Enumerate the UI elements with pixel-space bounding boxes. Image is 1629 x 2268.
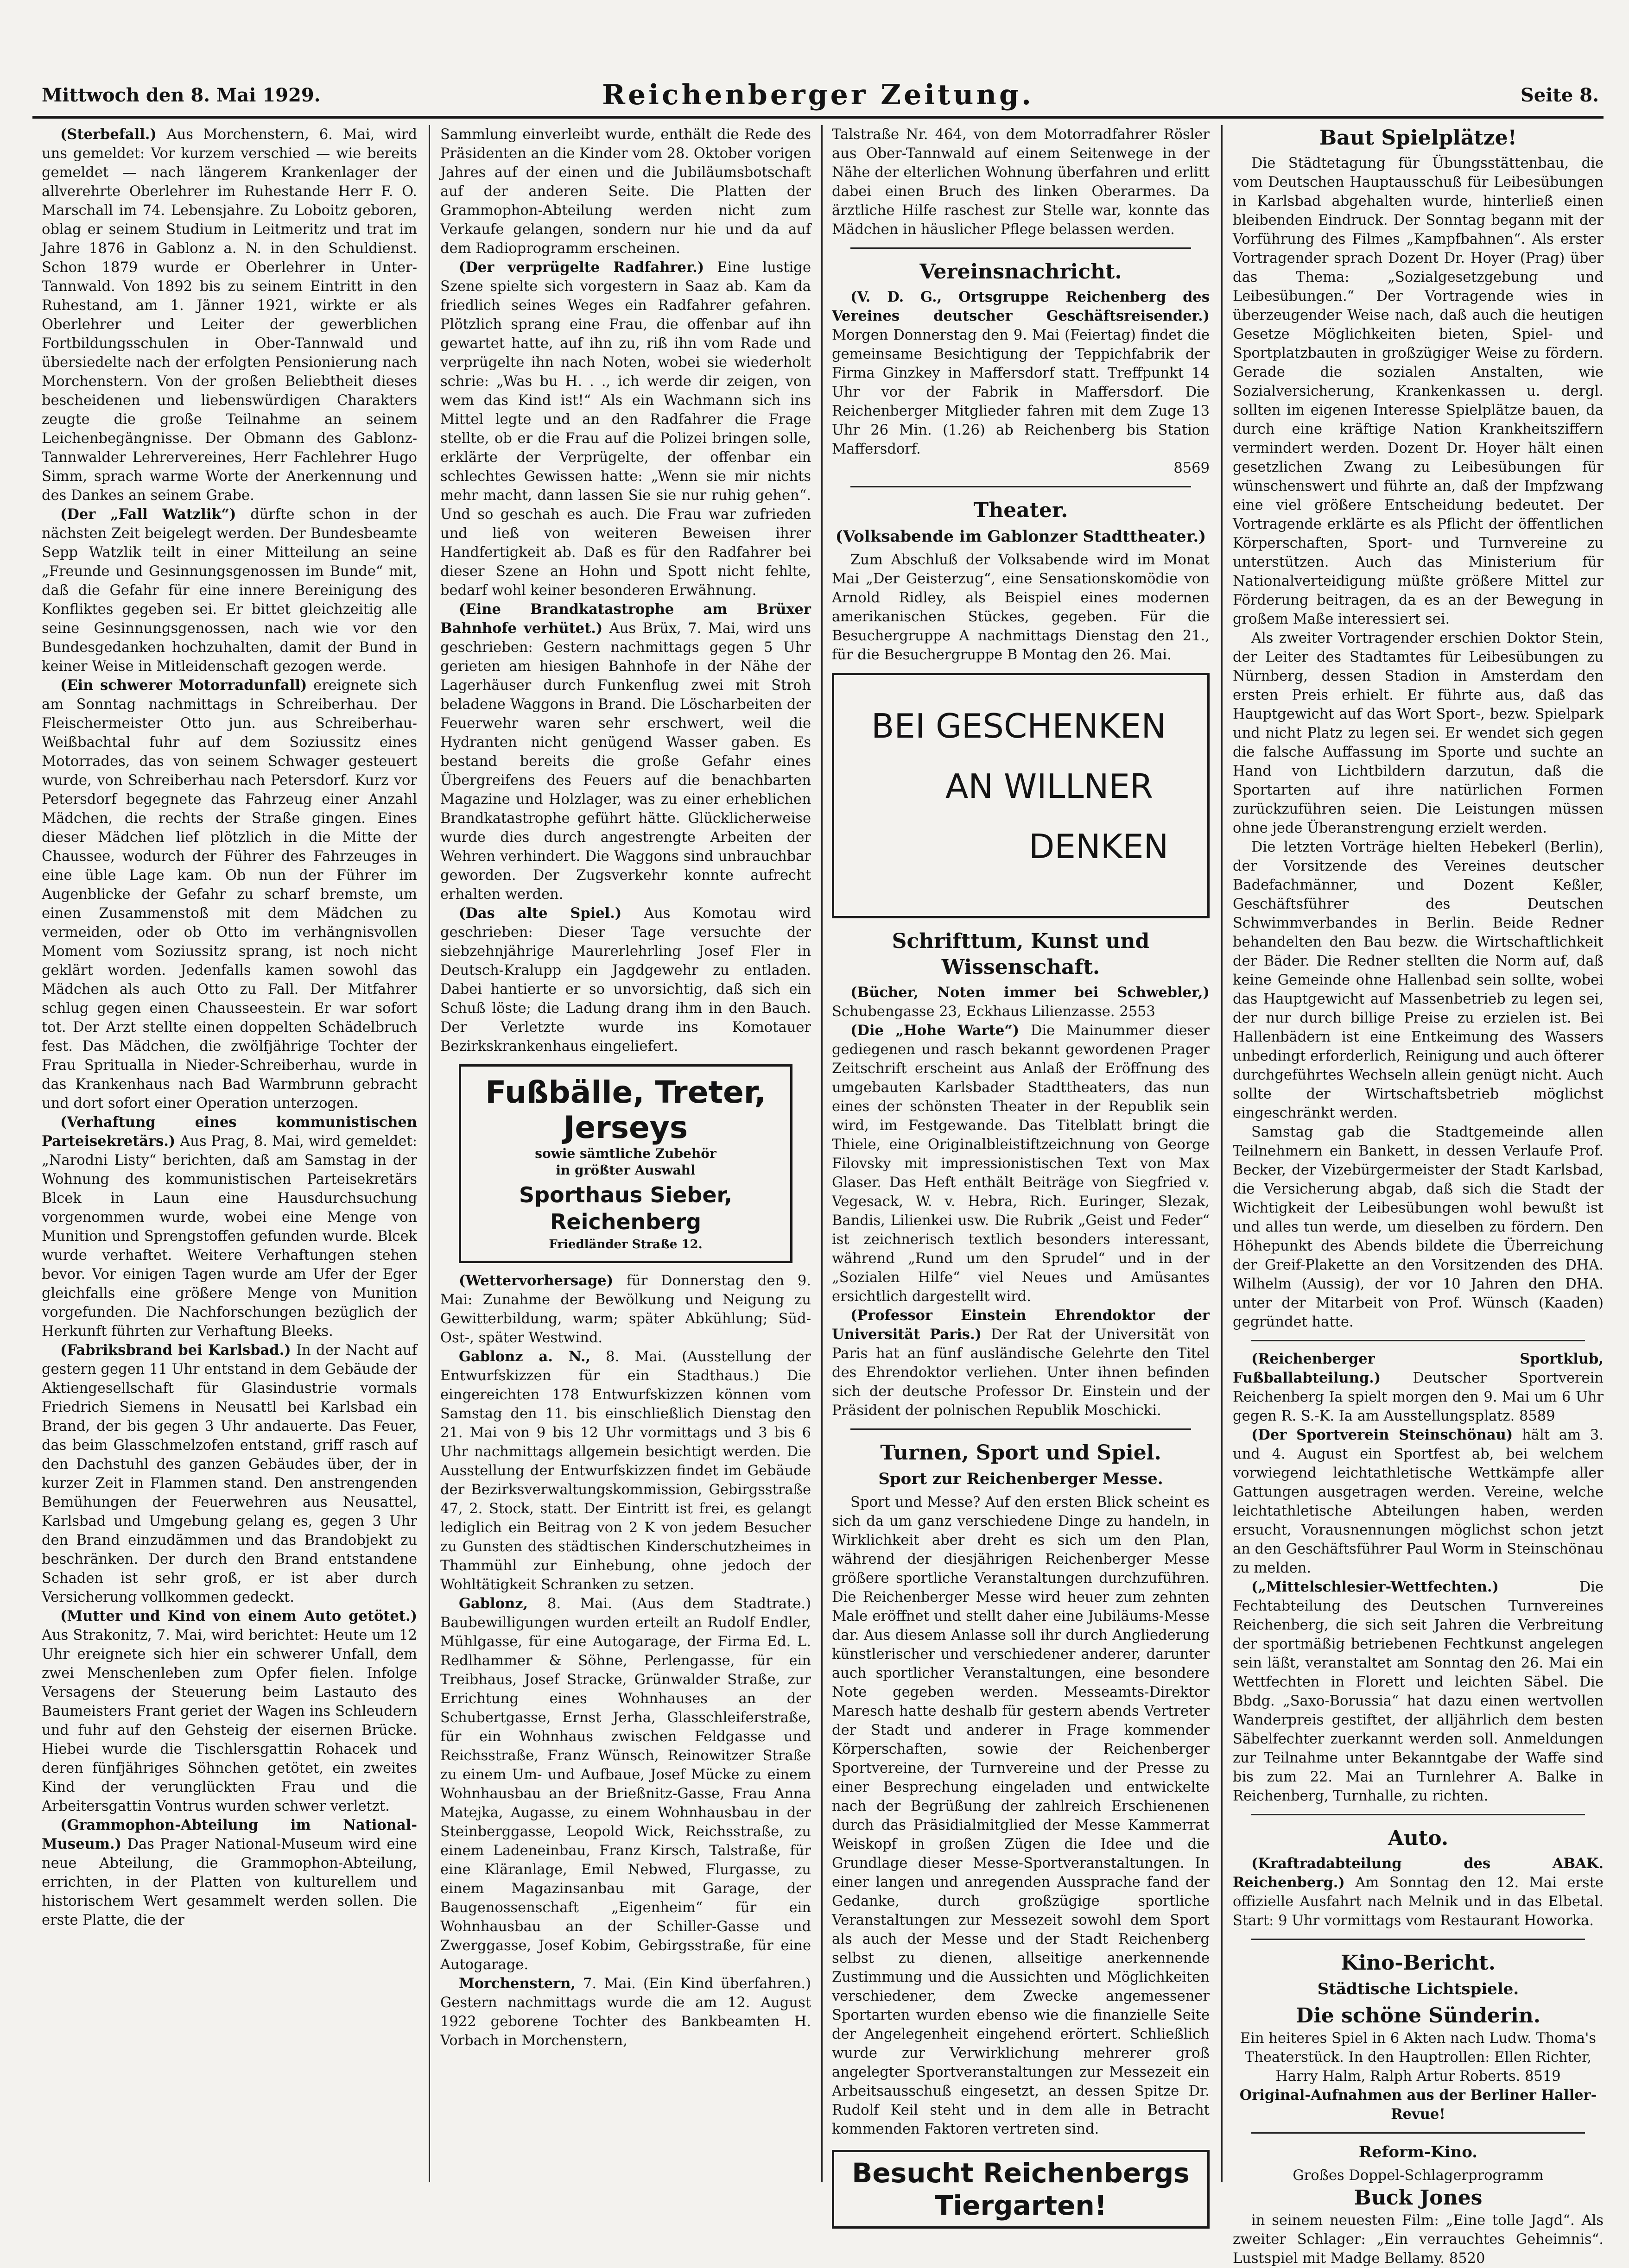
news-item: (Das alte Spiel.) Aus Komotau wird geschrieben: Dieser Tage versuchte der siebzehnjährige Maurerlehrling Josef Fler in Deutsch-Kralupp ein Jagdgewehr zu entladen. Dabei hantierte er so unvorsichtig, daß sich ein Schuß löste; die Ladung drang ihm in den Bauch. Der Verletzte wurde ins Komotauer Bezirkskrankenhaus eingeliefert. — [440, 905, 811, 1055]
advertisement-tiergarten: Besucht Reichenbergs Tiergarten! — [832, 2150, 1210, 2229]
news-item: Gablonz, 8. Mai. (Aus dem Stadtrate.) Baubewilligungen wurden erteilt an Rudolf Endler, Mühlgasse, für eine Autogarage, der Firma Ed. L. Redlhammer & Söhne, Perlengasse, für ein Treibhaus, Josef Stracke, Grünwalder Straße, zur Errichtung eines Wohnhauses an der Schubertgasse, Ernst Jerha, Glasschleiferstraße, für ein Wohnhaus zwischen Feldgasse und Reichsstraße, Franz Wünsch, Reinowitzer Straße zu einem Um- und Aufbaue, Josef Mücke zu einem Wohnhausbau an der Brießnitz-Gasse, Frau Anna Matejka, Augasse, zu einem Wohnhausbau in der Steinberggasse, Leopold Wick, Reichsstraße, zu einem Ladeneinbau, Franz Kirsch, Talstraße, für eine Kläranlage, Emil Nebwed, Flurgasse, zu einem Magazinsanbau mit Garage, der Baugenossenschaft „Eigenheim“ für ein Wohnhausbau an der Schiller-Gasse und Zwerggasse, Josef Kobim, Gebirgsstraße, für eine Autogarage. — [440, 1595, 811, 1973]
news-item: (Der „Fall Watzlik“) dürfte schon in der nächsten Zeit beigelegt werden. Der Bundesbeamte Sepp Watzlik teilt in einer Mitteilung an seine „Freunde und Gesinnungsgenossen im Bunde“ mit, daß die Gefahr für eine innere Bereinigung des Konfliktes gegeben sei. Er bittet gleichzeitig alle seine Gesinnungsgenossen, nach wie vor den Bundesgedanken hochzuhalten, damit der Bund in keiner Weise in Mitleidenschaft gezogen werde. — [42, 506, 418, 675]
news-item: (Reichenberger Sportklub, Fußballabteilung.) Deutscher Sportverein Reichenberg Ia spielt morgen den 9. Mai um 6 Uhr gegen R. S.-K. Ia am Ausstellungsplatz. 8589 — [1233, 1351, 1604, 1424]
news-item: Original-Aufnahmen aus der Berliner Haller-Revue! — [1239, 2087, 1597, 2123]
section-heading: Theater. — [973, 499, 1068, 522]
advertisement-sporthaus — [459, 1064, 792, 1263]
news-item: (Professor Einstein Ehrendoktor der Universität Paris.) Der Rat der Universität von Paris hat an fünf ausländische Gelehrte den Titel des Ehrendoktor verliehen. Unter ihnen befinden sich der deutsche Professor Dr. Einstein und der Präsident der polnischen Republik Moschicki. — [832, 1307, 1210, 1419]
column-divider — [429, 125, 430, 2182]
ad-text: sowie sämtliche Zubehör — [535, 1146, 716, 1161]
section-heading: Turnen, Sport und Spiel. — [880, 1441, 1161, 1465]
section-subheading: Reform-Kino. — [1358, 2143, 1478, 2161]
news-item: Die letzten Vorträge hielten Hebekerl (Berlin), der Vorsitzende des Vereines deutscher Badefachmänner, und Dozent Keßler, Geschäftsführer des Deutschen Schwimmverbandes in Berlin. Beide Redner behandelten den Bau bezw. die Wirtschaftlichkeit der Bäder. Die Redner stellten die Norm auf, daß keine Gemeinde ohne Hallenbad sein sollte, wobei das Hauptgewicht auf Massenbetrieb zu legen sei, der nur durch billige Preise zu erzielen ist. Bei Hallenbädern ist eine Entkeimung des Wassers unbedingt erforderlich, Reinigung und auch öfterer durchgeführtes Wechseln allein genügt nicht. Auch sollte der Wirtschaftsbetrieb möglichst eingeschränkt werden. — [1233, 839, 1604, 1121]
section-divider — [1251, 1939, 1585, 1940]
section-subheading: Sport zur Reichenberger Messe. — [878, 1470, 1163, 1488]
column-1 — [42, 125, 417, 2182]
section-divider — [850, 1428, 1191, 1430]
column-divider — [821, 125, 823, 2182]
news-item: (Die „Hohe Warte“) Die Mainummer dieser gediegenen und rasch bekannt gewordenen Prager Zeitschrift erscheint aus Anlaß der Eröffnung des umgebauten Karlsbader Stadttheaters, das nun eines der schönsten Theater in der Republik sein wird, im Festgewande. Das Titelblatt bringt die Thiele, eine Originalbleistiftzeichnung von George Filovsky mit impressionistischen Text von Max Glaser. Das Heft enthält Beiträge von Siegfried v. Vegesack, W. v. Hebra, Rich. Euringer, Slezak, Bandis, Lilienkei usw. Die Rubrik „Geist und Feder“ ist zeichnerisch textlich besonders interessant, während „Rund um den Sprudel“ und in der „Sozialen Hilfe“ viel Neues und Amüsantes ersichtlich dargestellt wird. — [832, 1022, 1210, 1305]
section-heading: Baut Spielplätze! — [1319, 126, 1517, 150]
film-title: Die schöne Sünderin. — [1295, 2004, 1541, 2028]
news-item: Als zweiter Vortragender erschien Doktor Stein, der Leiter des Stadtamtes für Leibesübungen zu Nürnberg, dessen Stadion in Amsterdam den ersten Preis erhielt. Er führte aus, daß das Hauptgewicht auf das Wort Sport-, bezw. Spielpark und nicht Platz zu legen sei. Er wendet sich gegen die falsche Auffassung im Sporte und suchte an Hand von Lichtbildern darzutun, daß die Sportarten auf ihre natürlichen Formen zurückzuführen seien. Die Leistungen müssen ohne jede Überanstrengung erzielt werden. — [1233, 630, 1604, 836]
section-divider — [850, 486, 1191, 487]
ad-line: DENKEN — [1029, 827, 1169, 866]
section-subheading: Städtische Lichtspiele. — [1317, 1980, 1519, 1998]
ad-number: 8569 — [1173, 460, 1210, 476]
news-item: (Mutter und Kind von einem Auto getötet.) Aus Strakonitz, 7. Mai, wird berichtet: Heute um 12 Uhr ereignete sich hier ein schwerer Unfall, dem zwei Menschenleben zum Opfer fielen. Infolge Versagens der Steuerung beim Lastauto des Baumeisters Frant geriet der Wagen ins Schleudern und fuhr auf den Gehsteig der eisernen Brücke. Hiebei wurde die Tischlersgattin Rohacek und deren fünfjähriges Söhnchen getötet, ein zweites Kind der verunglückten Frau und die Arbeitersgattin Vontrus wurden schwer verletzt. — [42, 1608, 417, 1814]
news-item: (V. D. G., Ortsgruppe Reichenberg des Vereines deutscher Geschäftsreisender.) Morgen Donnerstag den 9. Mai (Feiertag) findet die gemeinsame Besichtigung der Teppichfabrik der Firma Ginzkey in Maffersdorf statt. Treffpunkt 14 Uhr vor der Fabrik in Maffersdorf. Die Reichenberger Mitglieder fahren mit dem Zuge 13 Uhr 26 Min. (1.26) ab Reichenberg bis Station Maffersdorf. — [832, 289, 1210, 457]
news-item: (Eine Brandkatastrophe am Brüxer Bahnhofe verhütet.) Aus Brüx, 7. Mai, wird uns geschrieben: Gestern nachmittags gegen 5 Uhr gerieten am hiesigen Bahnhofe in der Nähe der Lagerhäuser durch Funkenflug zwei mit Stroh beladene Waggons in Brand. Die Löscharbeiten der Feuerwehr waren sehr erschwert, weil die Hydranten nicht genügend Wasser gaben. Es bestand bereits die große Gefahr eines Übergreifens des Feuers auf die benachbarten Magazine und Holzlager, was zu einer erheblichen Brandkatastrophe geführt hätte. Glücklicherweise wurde dies durch angestrengte Arbeiten der Wehren verhindert. Die Waggons sind unbrauchbar geworden. Der Zugsverkehr konnte aufrecht erhalten werden. — [440, 601, 811, 903]
news-item: (Wettervorhersage) für Donnerstag den 9. Mai: Zunahme der Bewölkung und Neigung zu Gewitterbildung, warm; später Abkühlung; Süd-Ost-, später Westwind. — [440, 1272, 811, 1346]
news-item: (Der verprügelte Radfahrer.) Eine lustige Szene spielte sich vorgestern in Saaz ab. Kam da friedlich seines Weges ein Radfahrer gefahren. Plötzlich sprang eine Frau, die offenbar auf ihn gewartet hatte, auf ihn zu, riß ihn vom Rade und verprügelte ihn nach Noten, wobei sie wiederholt schrie: „Was bu H. . ., ich werde dir zeigen, von wem das Kind ist!“ Als ein Wachmann sich ins Mittel legte und an den Radfahrer die Frage stellte, ob er die Frau auf die Polizei bringen solle, erklärte der Verprügelte, der offenbar ein schlechtes Gewissen hatte: „Wenn sie mir nichts mehr macht, dann lassen Sie sie nur ruhig gehen“. Und so geschah es auch. Die Frau war zufrieden und ließ von weiteren Beweisen ihrer Handfertigkeit ab. Daß es für den Radfahrer bei dieser Szene an Hohn und Spott nicht fehlte, bedarf wohl keiner besonderen Erwähnung. — [440, 259, 811, 599]
ad-line: BEI GESCHENKEN — [871, 707, 1166, 745]
news-item: (Bücher, Noten immer bei Schwebler,) Schubengasse 23, Eckhaus Lilienzasse. 2553 — [832, 984, 1210, 1020]
film-star: Buck Jones — [1354, 2186, 1483, 2210]
ad-headline: Fußbälle, Treter, — [485, 1074, 766, 1110]
section-divider — [1251, 1340, 1585, 1341]
newspaper-page — [32, 74, 1604, 2267]
ad-address: Friedländer Straße 12. — [549, 1238, 703, 1251]
news-item: (Kraftradabteilung des ABAK. Reichenberg.) Am Sonntag den 12. Mai erste offizielle Ausfahrt nach Melnik und in das Elbetal. Start: 9 Uhr vormittags vom Restaurant Howorka. — [1233, 1855, 1604, 1929]
newspaper-title: Reichenberger Zeitung. — [602, 79, 1034, 111]
section-subheading: (Volksabende im Gablonzer Stadttheater.) — [835, 527, 1206, 546]
news-item: Ein heiteres Spiel in 6 Akten nach Ludw. Thoma's Theaterstück. In den Hauptrollen: Ellen Richter, Harry Halm, Ralph Artur Roberts. 8519 — [1240, 2030, 1597, 2085]
news-item: Gablonz a. N., 8. Mai. (Ausstellung der Entwurfskizzen für ein Stadthaus.) Die eingereichten 178 Entwurfskizzen können vom Samstag den 11. bis einschließlich Dienstag den 21. Mai von 9 bis 12 Uhr vormittags und 3 bis 6 Uhr nachmittags allgemein besichtigt werden. Die Ausstellung der Entwurfskizzen findet im Gebäude der Bezirksverwaltungskommission, Gebirgsstraße 47, 2. Stock, statt. Der Eintritt ist frei, es gelangt lediglich ein Beitrag von 2 K von jedem Besucher zu Gunsten des städtischen Kinderschutzheimes in Thammühl zur Einhebung, ohne jedoch der Wohltätigkeit Schranken zu setzen. — [440, 1348, 811, 1593]
column-2 — [440, 125, 811, 2182]
news-item: in seinem neuesten Film: „Eine tolle Jagd“. Als zweiter Schlager: „Ein verrauchtes Geheimnis“. Lustspiel mit Madge Bellamy. 8520 — [1233, 2212, 1604, 2267]
news-item: (Sterbefall.) Aus Morchenstern, 6. Mai, wird uns gemeldet: Vor kurzem verschied — wie bereits gemeldet — nach längerem Krankenlager der allverehrte Oberlehrer im Ruhestande Herr F. O. Marschall im 74. Lebensjahre. Zu Loboitz geboren, oblag er seinem Studium in Leitmeritz und trat im Jahre 1876 in Gablonz a. N. in den Schuldienst. Schon 1879 wurde er Oberlehrer in Unter-Tannwald. Von 1892 bis zu seinem Eintritt in den Ruhestand, am 1. Jänner 1921, wirkte er als Oberlehrer und Leiter der gewerblichen Fortbildungsschulen in Ober-Tannwald und übersiedelte nach der erfolgten Pensionierung nach Morchenstern. Von der großen Beliebtheit dieses bescheidenen und liebenswürdigen Charakters zeugte die große Teilnahme an seinem Leichenbegängnisse. Der Obmann des Gablonz-Tannwalder Lehrervereines, Herr Fachlehrer Hugo Simm, sprach warme Worte der Anerkennung und des Dankes an seinem Grabe. — [42, 126, 417, 504]
news-continuation: Talstraße Nr. 464, von dem Motorradfahrer Rösler aus Ober-Tannwald auf einem Seitenwege in der Nähe der elterlichen Wohnung überfahren und erlitt dabei einen Bruch des linken Oberarmes. Da ärztliche Hilfe raschest zur Stelle war, konnte das Mädchen in häuslicher Pflege belassen werden. — [832, 126, 1210, 238]
news-item: („Mittelschlesier-Wettfechten.) Die Fechtabteilung des Deutschen Turnvereines Reichenberg, die sich seit Jahren die Verbreitung der sportmäßig betriebenen Fechtkunst angelegen sein läßt, veranstaltet am Sonntag den 26. Mai ein Wettfechten in Florett und leichten Säbel. Die Bbdg. „Saxo-Borussia“ hat dazu einen wertvollen Wanderpreis gestiftet, der alljährlich dem besten Säbelfechter zuerkannt werden soll. Anmeldungen zur Teilnahme unter Bekanntgabe der Waffe sind bis zum 22. Mai an Turnlehrer A. Balke in Reichenberg, Turnhalle, zu richten. — [1233, 1579, 1604, 1804]
page-number: Seite 8. — [1520, 84, 1599, 106]
ad-text: in größter Auswahl — [556, 1162, 696, 1178]
section-divider — [1251, 1814, 1585, 1815]
news-item: Zum Abschluß der Volksabende wird im Monat Mai „Der Geisterzug“, eine Sensationskomödie von Arnold Ridley, als Beispiel eines modernen amerikanischen Stückes, gegeben. Für die Besuchergruppe A nachmittags Dienstag den 21., für die Besuchergruppe B Montag den 26. Mai. — [832, 552, 1210, 663]
news-item: Großes Doppel-Schlagerprogramm — [1293, 2167, 1544, 2184]
section-heading: Kino-Bericht. — [1340, 1951, 1496, 1975]
ad-headline: Jerseys — [563, 1110, 688, 1145]
column-3 — [832, 125, 1210, 2221]
advertisement-willner — [832, 673, 1210, 918]
ad-shop-name: Sporthaus Sieber, Reichenberg — [519, 1182, 732, 1234]
section-heading: Auto. — [1388, 1826, 1449, 1850]
news-item: Die Städtetagung für Übungsstättenbau, die vom Deutschen Hauptausschuß für Leibesübungen in Karlsbad abgehalten wurde, hinterließ einen bleibenden Eindruck. Der Sonntag begann mit der Vorführung des Filmes „Kampfbahnen“. Als erster Vortragender sprach Dozent Dr. Hoyer (Prag) über das Thema: „Sozialgesetzgebung und Leibesübungen.“ Der Vortragende wies in überzeugender Weise nach, daß auch die heutigen Gesetze Möglichkeiten bieten, Spiel- und Sportplatzbauten in großzügiger Weise zu fördern. Gerade die sozialen Anstalten, wie Sozialversicherung, Krankenkassen u. dergl. sollten im eigenen Interesse Spielplätze bauen, da durch eine kräftige Nation Krankheitsziffern vermindert werden. Dozent Dr. Hoyer hält einen gesetzlichen Zwang zu Leibesübungen für wünschenswert und führte an, daß der Impfzwang eine viel größere Entscheidung bedeutet. Der Vortragende erklärte es als Pflicht der öffentlichen Körperschaften, Sport- und Turnvereine zu unterstützen. Auch das Ministerium für Nationalverteidigung müßte größere Mittel zur Förderung beitragen, da es an der Bewegung in großem Maße interessiert sei. — [1233, 155, 1604, 627]
news-item: (Grammophon-Abteilung im National-Museum.) Das Prager National-Museum wird eine neue Abteilung, die Grammophon-Abteilung, errichten, in der Platten von kulturellem und historischem Wert gesammelt werden sollen. Die erste Platte, die der — [42, 1817, 417, 1928]
section-divider — [850, 247, 1191, 249]
ad-line: AN WILLNER — [945, 767, 1154, 806]
news-item: (Ein schwerer Motorradunfall) ereignete sich am Sonntag nachmittags in Schreiberhau. Der Fleischermeister Otto jun. aus Schreiberhau-Weißbachtal fuhr auf dem Soziussitz eines Motorrades, das von seinem Schwager gesteuert wurde, von Schreiberhau nach Petersdorf. Kurz vor Petersdorf begegnete das Fahrzeug einer Anzahl Mädchen, die rechts der Straße gingen. Eines dieser Mädchen lief plötzlich in die Mitte der Chaussee, wodurch der Führer des Fahrzeuges in eine üble Lage kam. Ob nun der Führer im Augenblicke der Gefahr zu scharf bremste, um einen Zusammenstoß mit dem Mädchen zu vermeiden, oder ob Otto im verhängnisvollen Moment vom Soziussitz sprang, ist noch nicht geklärt worden. Jedenfalls kamen sowohl das Mädchen als auch Otto zu Fall. Der Mitfahrer schlug gegen einen Chausseestein. Er war sofort tot. Der Arzt stellte einen doppelten Schädelbruch fest. Das Mädchen, die zwölfjährige Tochter der Frau Spritualla in Nieder-Schreiberhau, wurde in das Krankenhaus nach Bad Warmbrunn gebracht und dort sofort einer Operation unterzogen. — [42, 677, 417, 1112]
news-item: Sport und Messe? Auf den ersten Blick scheint es sich da um ganz verschiedene Dinge zu handeln, in Wirklichkeit aber dreht es sich um den Plan, während der diesjährigen Reichenberger Messe größere sportliche Veranstaltungen durchzuführen. Die Reichenberger Messe wird heuer zum zehnten Male eröffnet und stellt daher eine Jubiläums-Messe dar. Aus diesem Anlasse soll ihr durch Angliederung künstlerischer und verschiedener anderer, darunter auch sportlicher Veranstaltungen, eine besondere Note gegeben werden. Messeamts-Direktor Maresch hatte deshalb für gestern abends Vertreter der Stadt und anderer in Frage kommender Körperschaften, sowie der Reichenberger Sportvereine, der Turnvereine und der Presse zu einer Besprechung eingeladen und entwickelte nach der Begrüßung der zahlreich Erschienenen durch das Präsidialmitglied der Messe Kammerrat Weiskopf in großen Zügen die Idee und die Grundlage dieser Messe-Sportveranstaltungen. In einer langen und anregenden Aussprache fand der Gedanke, durch großzügige sportliche Veranstaltungen zur Messezeit sowohl dem Sport als auch der Messe und der Stadt Reichenberg selbst zu dienen, allseitige anerkennende Zustimmung und die Aussichten und Möglichkeiten verschiedener, dem Zwecke angemessener Sportarten wurden ebenso wie die finanzielle Seite der Angelegenheit eingehend erörtert. Schließlich wurde zur Verwirklichung mehrerer groß angelegter Sportveranstaltungen zur Messezeit ein Arbeitsausschuß eingesetzt, an dessen Spitze Dr. Rudolf Keil steht und in dem alle in Betracht kommenden Faktoren vertreten sind. — [832, 1494, 1210, 2137]
issue-date: Mittwoch den 8. Mai 1929. — [42, 84, 321, 106]
column-4 — [1233, 125, 1604, 2267]
news-item: (Der Sportverein Steinschönau) hält am 3. und 4. August ein Sportfest ab, bei welchem vorwiegend leichtathletische Wettkämpfe aller Gattungen ausgetragen werden. Vereine, welche leichtathletische Abteilungen haben, werden ersucht, Vorausnennungen möglichst schon jetzt an den Geschäftsführer Paul Worm in Steinschönau zu melden. — [1233, 1427, 1604, 1576]
news-item: Samstag gab die Stadtgemeinde allen Teilnehmern ein Bankett, in dessen Verlaufe Prof. Becker, der Vizebürgermeister der Stadt Karlsbad, die Versicherung abgab, daß sich die Stadt der Wichtigkeit der Leibesübungen wohl bewußt ist und alles tun werde, um dieselben zu fördern. Den Höhepunkt des Abends bildete die Überreichung der Greif-Plakette an den Vorsitzenden des DHA. Wilhelm (Aussig), der vor 10 Jahren den DHA. unter der Mitarbeit von Prof. Wünsch (Kaaden) gegründet hatte. — [1233, 1124, 1604, 1330]
column-divider — [1221, 125, 1223, 2182]
news-item: (Verhaftung eines kommunistischen Parteisekretärs.) Aus Prag, 8. Mai, wird gemeldet: „Narodni Listy“ berichten, daß am Samstag in der Wohnung des kommunistischen Parteisekretärs Blcek in Laun eine Hausdurchsuchung vorgenommen wurde, wobei eine Menge von Munition und Sprengstoffen gefunden wurde. Blcek wurde verhaftet. Weitere Verhaftungen stehen bevor. Vor einigen Tagen wurde am Ufer der Eger gleichfalls eine größere Menge von Munition vorgefunden. Die Nachforschungen bezüglich der Herkunft führten zur Verhaftung Bleeks. — [42, 1114, 417, 1339]
section-divider — [1251, 2132, 1585, 2134]
page-header — [32, 74, 1604, 119]
news-item: (Fabriksbrand bei Karlsbad.) In der Nacht auf gestern gegen 11 Uhr entstand in dem Gebäude der Aktiengesellschaft für Glasindustrie vormals Friedrich Siemens in Neusattl bei Karlsbad ein Brand, der bis gegen 3 Uhr andauerte. Das Feuer, das beim Glasschmelzofen entstand, griff rasch auf den Dachstuhl des ganzen Gebäudes über, der in kurzer Zeit in Flammen stand. Den anstrengenden Bemühungen der Feuerwehren aus Neusattel, Karlsbad und Umgebung gelang es, gegen 3 Uhr den Brand einzudämmen und das Brandobjekt zu beschränken. Der durch den Brand entstandene Schaden ist sehr groß, er ist aber durch Versicherung vollkommen gedeckt. — [42, 1342, 417, 1605]
news-continuation: Sammlung einverleibt wurde, enthält die Rede des Präsidenten an die Kinder vom 28. Oktober vorigen Jahres auf der einen und die Jubiläumsbotschaft auf der anderen Seite. Die Platten der Grammophon-Abteilung werden nicht zum Verkaufe gelangen, sondern nur hie und da auf dem Radioprogramm erscheinen. — [440, 126, 811, 257]
section-heading: Vereinsnachricht. — [919, 260, 1122, 284]
news-item: Morchenstern, 7. Mai. (Ein Kind überfahren.) Gestern nachmittags wurde die am 12. August 1922 geborene Tochter des Bankbeamten H. Vorbach in Morchenstern, — [440, 1975, 811, 2049]
section-heading: Schrifttum, Kunst und Wissenschaft. — [892, 929, 1150, 979]
